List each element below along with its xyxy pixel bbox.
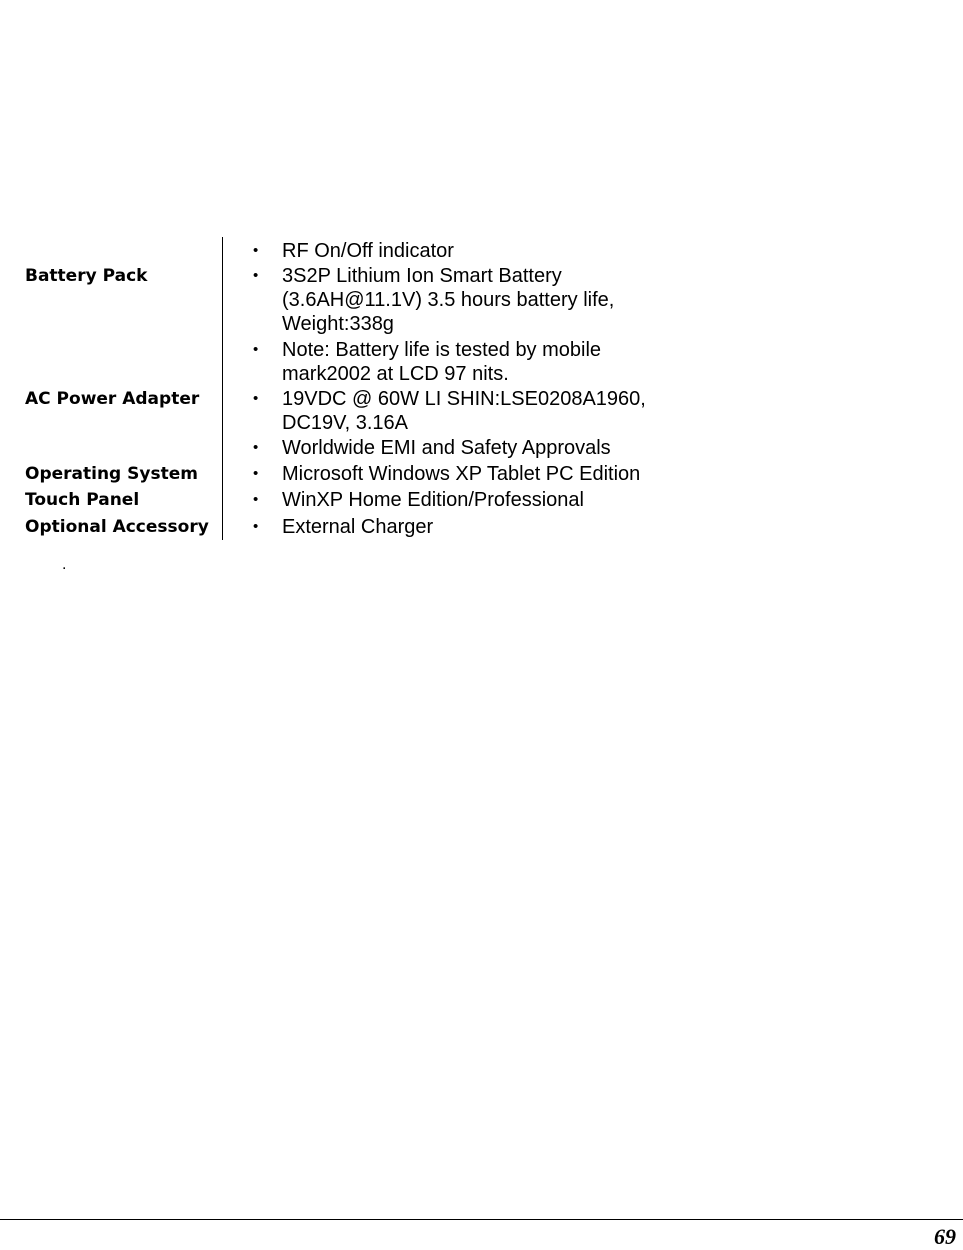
spec-item-battery-line-1: 3S2P Lithium Ion Smart Battery <box>282 265 562 287</box>
page-number: 69 <box>934 1224 956 1249</box>
spec-item-battery-note-line-2: mark2002 at LCD 97 nits. <box>282 363 509 385</box>
spec-item-optional-accessory: External Charger <box>282 516 434 538</box>
spec-label-optional-accessory: Optional Accessory <box>25 517 209 537</box>
spec-label-battery-pack: Battery Pack <box>25 266 148 286</box>
bullet: • <box>253 267 259 284</box>
spec-item-adapter-line-1: 19VDC @ 60W LI SHIN:LSE0208A1960, <box>282 388 646 410</box>
bullet: • <box>253 491 259 508</box>
bullet: • <box>253 465 259 482</box>
footer-rule <box>0 1219 963 1220</box>
spec-item-battery-note-line-1: Note: Battery life is tested by mobile <box>282 339 602 361</box>
spec-label-operating-system: Operating System <box>25 464 198 484</box>
bullet: • <box>253 439 259 456</box>
spec-item-battery-line-3: Weight:338g <box>282 313 394 335</box>
spec-item-rf-indicator: RF On/Off indicator <box>282 240 454 262</box>
spec-item-battery-line-2: (3.6AH@11.1V) 3.5 hours battery life, <box>282 289 615 311</box>
stray-period: . <box>62 556 67 573</box>
bullet: • <box>253 341 259 358</box>
spec-item-adapter-line-2: DC19V, 3.16A <box>282 412 409 434</box>
spec-item-operating-system: Microsoft Windows XP Tablet PC Edition <box>282 463 641 485</box>
column-divider <box>222 237 223 540</box>
spec-table <box>0 0 963 560</box>
spec-label-ac-power-adapter: AC Power Adapter <box>25 389 200 409</box>
bullet: • <box>253 242 259 259</box>
spec-item-touch-panel: WinXP Home Edition/Professional <box>282 489 584 511</box>
spec-label-touch-panel: Touch Panel <box>25 490 140 510</box>
spec-item-emi-approvals: Worldwide EMI and Safety Approvals <box>282 437 611 459</box>
bullet: • <box>253 390 259 407</box>
bullet: • <box>253 518 259 535</box>
